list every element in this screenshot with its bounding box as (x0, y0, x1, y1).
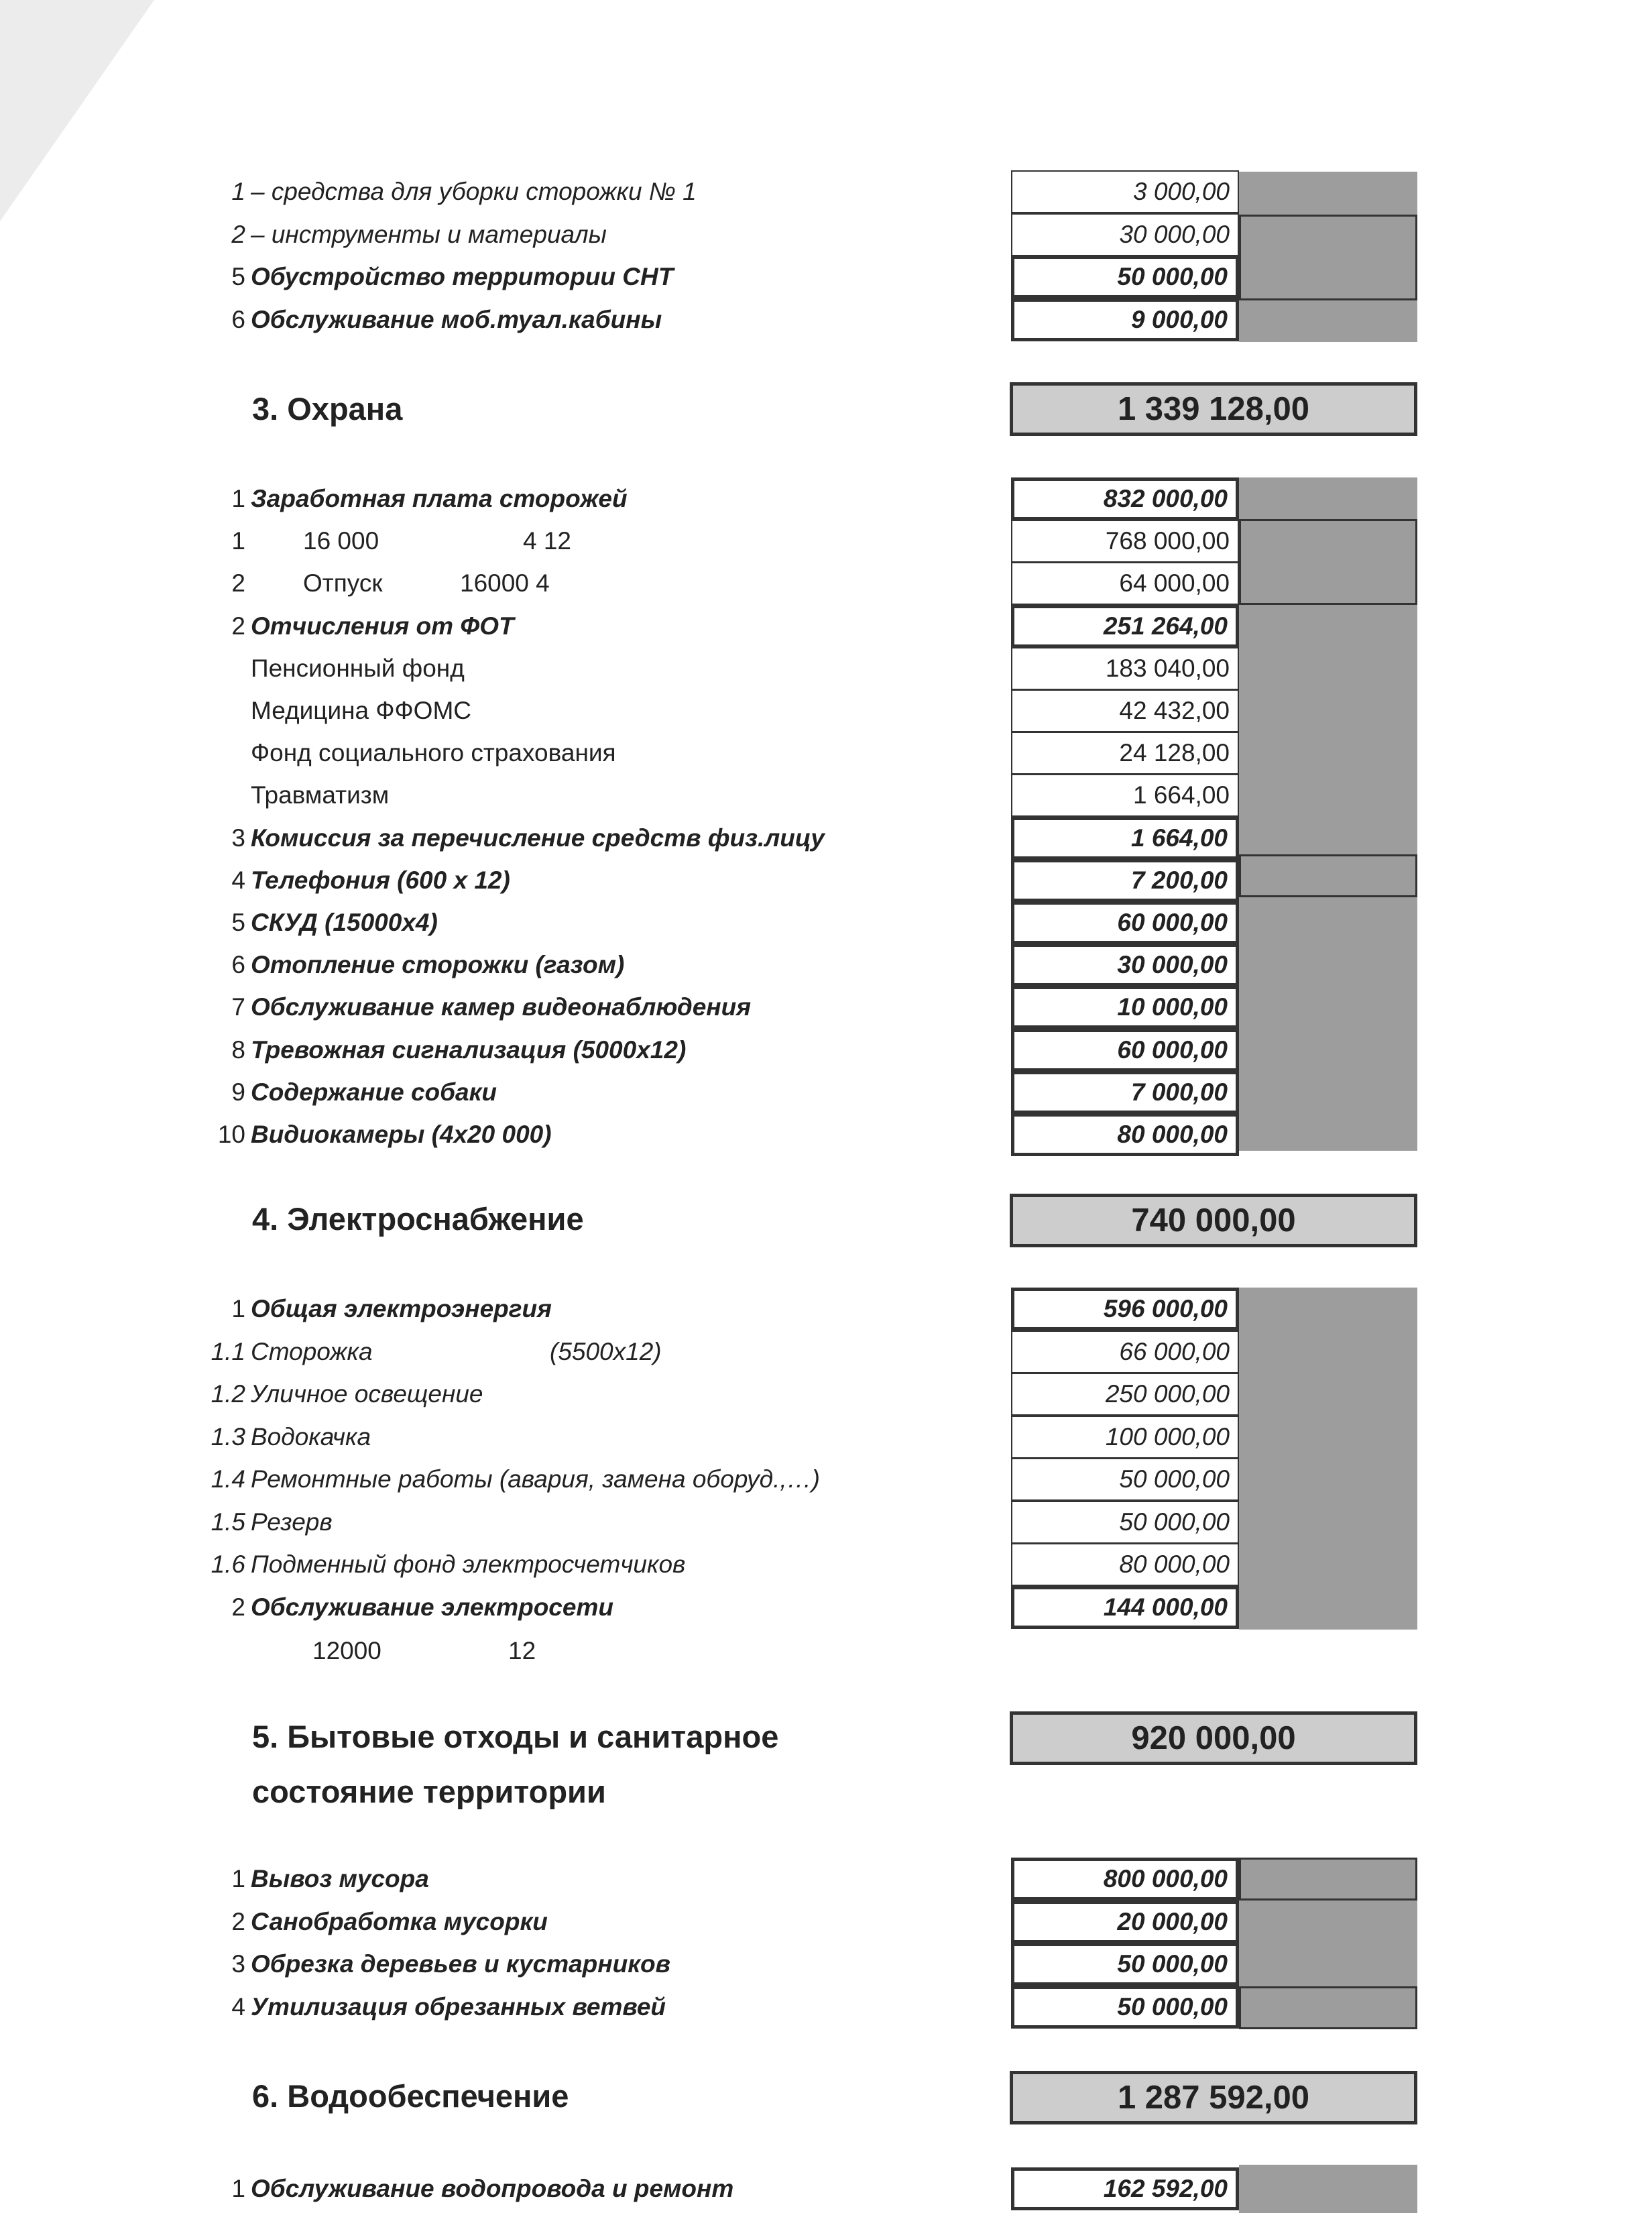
row-label: Подменный фонд электросчетчиков (251, 1550, 686, 1578)
row-number: 2 (231, 221, 245, 248)
row-label: Обслуживание камер видеонаблюдения (251, 993, 752, 1021)
row-number: 1 (231, 485, 245, 512)
row-value: 7 200,00 (1011, 859, 1239, 902)
row-number: 1.1 (211, 1338, 245, 1365)
table-row (0, 986, 1652, 1029)
row-number: 1 (231, 527, 245, 555)
row-value: 250 000,00 (1011, 1373, 1239, 1416)
row-label: Утилизация обрезанных ветвей (251, 1993, 666, 2021)
section-total-waste: 920 000,00 (1010, 1711, 1417, 1765)
row-number: 8 (231, 1036, 245, 1064)
section-title-water: 6. Водообеспечение (252, 2078, 569, 2114)
table-row (0, 298, 1652, 341)
row-value: 80 000,00 (1011, 1543, 1239, 1586)
row-number: 6 (231, 951, 245, 978)
table-row (0, 732, 1652, 775)
row-number: 2 (231, 612, 245, 640)
row-number: 3 (231, 824, 245, 852)
row-label: Пенсионный фонд (251, 655, 465, 682)
table-row (0, 1113, 1652, 1156)
row-value: 768 000,00 (1011, 520, 1239, 563)
table-row (0, 2167, 1652, 2210)
row-value: 3 000,00 (1011, 170, 1239, 213)
row-value: 50 000,00 (1011, 256, 1239, 298)
row-value: 596 000,00 (1011, 1288, 1239, 1330)
row-label: Водокачка (251, 1423, 371, 1451)
row-value: 7 000,00 (1011, 1071, 1239, 1114)
row-label: Отопление сторожки (газом) (251, 951, 625, 978)
section-title-waste-line1: 5. Бытовые отходы и санитарное (252, 1719, 779, 1754)
table-row (0, 213, 1652, 256)
row-value: 50 000,00 (1011, 1986, 1239, 2029)
table-row (0, 944, 1652, 986)
table-row (0, 774, 1652, 817)
row-value: 24 128,00 (1011, 732, 1239, 775)
row-number: 2 (231, 1593, 245, 1621)
table-row (0, 647, 1652, 690)
row-label: Обслуживание моб.туал.кабины (251, 306, 662, 333)
row-value: 50 000,00 (1011, 1458, 1239, 1501)
row-number: 1 (231, 1295, 245, 1322)
section-total-security: 1 339 128,00 (1010, 382, 1417, 436)
table-row (0, 170, 1652, 213)
table-row (0, 562, 1652, 605)
table-row (0, 689, 1652, 732)
row-value: 64 000,00 (1011, 562, 1239, 605)
table-row (0, 817, 1652, 860)
table-row (0, 605, 1652, 648)
row-label: Обустройство территории СНТ (251, 263, 674, 290)
row-label: – средства для уборки сторожки № 1 (251, 178, 697, 205)
table-row (0, 520, 1652, 563)
row-value: 80 000,00 (1011, 1113, 1239, 1156)
row-label: Телефония (600 х 12) (251, 866, 510, 894)
row-value: 832 000,00 (1011, 477, 1239, 520)
row-number: 2 (231, 569, 245, 597)
section-title-security: 3. Охрана (252, 391, 403, 427)
row-number: 10 (217, 1121, 245, 1148)
row-value: 162 592,00 (1011, 2167, 1239, 2210)
row-extra: 16000 4 (460, 569, 550, 597)
row-number: 1.5 (211, 1508, 245, 1536)
row-value: 50 000,00 (1011, 1501, 1239, 1544)
row-label: Травматизм (251, 781, 390, 809)
table-row (0, 1986, 1652, 2029)
table-row (0, 1543, 1652, 1586)
row-label: Ремонтные работы (авария, замена оборуд.,…) (251, 1465, 820, 1493)
row-value: 42 432,00 (1011, 689, 1239, 732)
row-number: 9 (231, 1078, 245, 1106)
row-number: 1 (231, 1865, 245, 1892)
table-row (0, 1071, 1652, 1114)
row-number: 6 (231, 306, 245, 333)
row-number: 3 (231, 1950, 245, 1978)
table-row (0, 1373, 1652, 1416)
row-value: 10 000,00 (1011, 986, 1239, 1029)
row-label: Фонд социального страхования (251, 739, 616, 767)
row-number: 1 (231, 178, 245, 205)
row-number: 1.2 (211, 1380, 245, 1408)
table-row (0, 1288, 1652, 1330)
table-row (0, 1029, 1652, 1072)
row-label: Комиссия за перечисление средств физ.лицу (251, 824, 825, 852)
row-number: 1.3 (211, 1423, 245, 1451)
row-value: 100 000,00 (1011, 1416, 1239, 1459)
row-label: Медицина ФФОМС (251, 697, 471, 724)
row-label: Общая электроэнергия (251, 1295, 552, 1322)
section-total-water: 1 287 592,00 (1010, 2071, 1417, 2124)
row-label: СКУД (15000х4) (251, 909, 438, 936)
row-label: Вывоз мусора (251, 1865, 429, 1892)
row-label: – инструменты и материалы (251, 221, 607, 248)
table-row (0, 901, 1652, 944)
row-label: Обслуживание водопровода и ремонт (251, 2175, 734, 2202)
table-row (0, 1501, 1652, 1544)
row-label: Заработная плата сторожей (251, 485, 628, 512)
row-label: Обрезка деревьев и кустарников (251, 1950, 670, 1978)
table-row (0, 1900, 1652, 1943)
table-row (0, 1858, 1652, 1900)
row-value: 66 000,00 (1011, 1330, 1239, 1373)
row-label: Санобработка мусорки (251, 1908, 548, 1935)
row-label: Уличное освещение (251, 1380, 483, 1408)
note-value-a: 12000 (312, 1637, 381, 1664)
row-extra: (5500х12) (550, 1338, 662, 1365)
row-value: 60 000,00 (1011, 1029, 1239, 1072)
row-label: Тревожная сигнализация (5000х12) (251, 1036, 687, 1064)
table-row (0, 1458, 1652, 1501)
row-number: 7 (231, 993, 245, 1021)
row-number: 4 (231, 866, 245, 894)
row-value: 20 000,00 (1011, 1900, 1239, 1943)
table-row (0, 1330, 1652, 1373)
row-label: Содержание собаки (251, 1078, 497, 1106)
table-row (0, 256, 1652, 298)
table-row (0, 1586, 1652, 1629)
row-label: Отпуск (303, 569, 383, 597)
row-number: 2 (231, 1908, 245, 1935)
section-title-electricity: 4. Электроснабжение (252, 1201, 584, 1237)
row-number: 1 (231, 2175, 245, 2202)
row-value: 144 000,00 (1011, 1586, 1239, 1629)
row-label: Отчисления от ФОТ (251, 612, 514, 640)
row-extra: 4 12 (523, 527, 572, 555)
row-label: Резерв (251, 1508, 333, 1536)
row-number: 1.6 (211, 1550, 245, 1578)
row-number: 5 (231, 263, 245, 290)
row-value: 60 000,00 (1011, 901, 1239, 944)
row-value: 50 000,00 (1011, 1943, 1239, 1986)
section-total-electricity: 740 000,00 (1010, 1194, 1417, 1247)
table-row (0, 1416, 1652, 1459)
table-row (0, 1943, 1652, 1986)
table-row (0, 859, 1652, 902)
row-label: Видиокамеры (4х20 000) (251, 1121, 552, 1148)
row-number: 4 (231, 1993, 245, 2021)
row-value: 251 264,00 (1011, 605, 1239, 648)
table-row (0, 477, 1652, 520)
row-label: Обслуживание электросети (251, 1593, 613, 1621)
row-number: 5 (231, 909, 245, 936)
row-label: 16 000 (303, 527, 379, 555)
row-label: Сторожка (251, 1338, 373, 1365)
row-number: 1.4 (211, 1465, 245, 1493)
row-value: 1 664,00 (1011, 817, 1239, 860)
row-value: 30 000,00 (1011, 213, 1239, 256)
row-value: 9 000,00 (1011, 298, 1239, 341)
row-value: 183 040,00 (1011, 647, 1239, 690)
row-value: 800 000,00 (1011, 1858, 1239, 1900)
row-value: 1 664,00 (1011, 774, 1239, 817)
section-title-waste-line2: состояние территории (252, 1774, 606, 1809)
row-value: 30 000,00 (1011, 944, 1239, 986)
note-value-b: 12 (508, 1637, 536, 1664)
